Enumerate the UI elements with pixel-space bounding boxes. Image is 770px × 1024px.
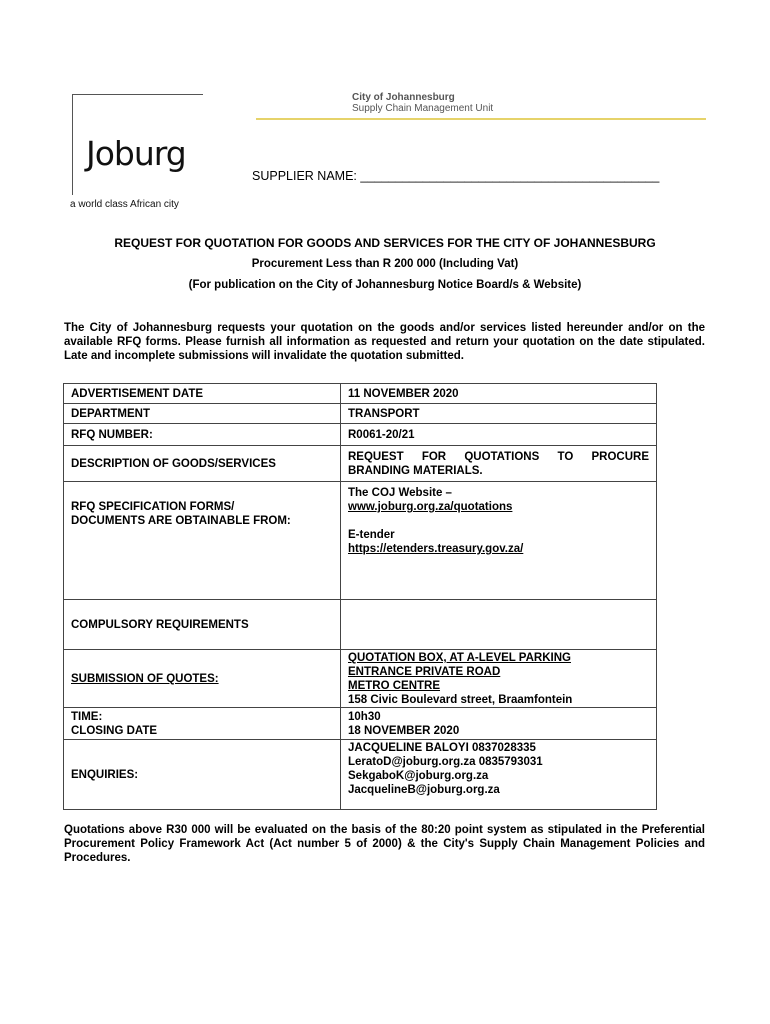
intro-paragraph: The City of Johannesburg requests your quotation on the goods and/or services listed hereunder and/or on the available RFQ forms. Please furnish all information as requested and return your quotation on the date stipulated. Late and incomplete submissions will invalidate the quotation submitted. [64,322,705,362]
table-row [64,650,657,708]
coj-website-text: The COJ Website – [348,487,452,499]
forms-label-line: RFQ SPECIFICATION FORMS/ [71,501,235,513]
enquiries-line: SekgaboK@joburg.org.za [348,770,489,782]
supplier-name-field: SUPPLIER NAME: ___________________________________________ [252,169,660,183]
submission-line: 158 Civic Boulevard street, Braamfontein [348,694,573,706]
etenders-link[interactable]: https://etenders.treasury.gov.za/ [348,543,524,555]
coj-quotations-link[interactable]: www.joburg.org.za/quotations [348,501,513,513]
description-label: DESCRIPTION OF GOODS/SERVICES [64,446,341,482]
enquiries-line: JacquelineB@joburg.org.za [348,784,500,796]
compulsory-label: COMPULSORY REQUIREMENTS [64,600,341,650]
ad-date-label: ADVERTISEMENT DATE [64,384,341,404]
org-name: City of Johannesburg [352,92,455,103]
procurement-subtitle: Procurement Less than R 200 000 (Including Vat) [251,258,519,270]
forms-label-line: DOCUMENTS ARE OBTAINABLE FROM: [71,515,291,527]
publication-note: (For publication on the City of Johannesburg Notice Board/s & Website) [188,279,582,291]
joburg-logo: Joburg [86,134,186,173]
evaluation-note: Quotations above R30 000 will be evaluated on the basis of the 80:20 point system as stipulated in the Preferential Procurement Policy Framework Act (Act number 5 of 2000) & the City's Supply Chain Management Policies and Procedures. [64,824,705,864]
rfq-details-table [63,383,657,810]
enquiries-label: ENQUIRIES: [64,740,341,810]
forms-label [64,482,341,600]
department-label: DEPARTMENT [64,404,341,424]
closing-date-value: 18 NOVEMBER 2020 [348,725,460,737]
table-row [64,740,657,810]
rfq-number-label: RFQ NUMBER: [64,424,341,446]
table-row [64,600,657,650]
etender-text: E-tender [348,529,395,541]
enquiries-line: LeratoD@joburg.org.za 0835793031 [348,756,543,768]
logo-tagline: a world class African city [70,199,179,210]
compulsory-value [341,600,657,650]
enquiries-line: JACQUELINE BALOYI 0837028335 [348,742,536,754]
submission-label: SUBMISSION OF QUOTES: [64,650,341,708]
forms-sources [341,482,657,600]
closing-date-label: CLOSING DATE [71,725,158,737]
submission-line: ENTRANCE PRIVATE ROAD [348,666,501,678]
time-closing-value [341,708,657,740]
table-row [64,482,657,600]
table-row [64,708,657,740]
time-label: TIME: [71,711,103,723]
ad-date-value: 11 NOVEMBER 2020 [341,384,657,404]
time-closing-label [64,708,341,740]
org-unit: Supply Chain Management Unit [352,103,494,114]
document-title: REQUEST FOR QUOTATION FOR GOODS AND SERVICES FOR THE CITY OF JOHANNESBURG [114,236,656,250]
header-divider [256,118,706,120]
department-value: TRANSPORT [341,404,657,424]
submission-line: METRO CENTRE [348,680,440,692]
table-row [64,404,657,424]
table-row [64,384,657,404]
rfq-number-value: R0061-20/21 [341,424,657,446]
time-value: 10h30 [348,711,381,723]
submission-address [341,650,657,708]
table-row [64,446,657,482]
description-value: REQUEST FOR QUOTATIONS TO PROCURE BRANDING MATERIALS. [341,446,657,482]
submission-line: QUOTATION BOX, AT A-LEVEL PARKING [348,652,571,664]
table-row [64,424,657,446]
enquiries-contacts [341,740,657,810]
